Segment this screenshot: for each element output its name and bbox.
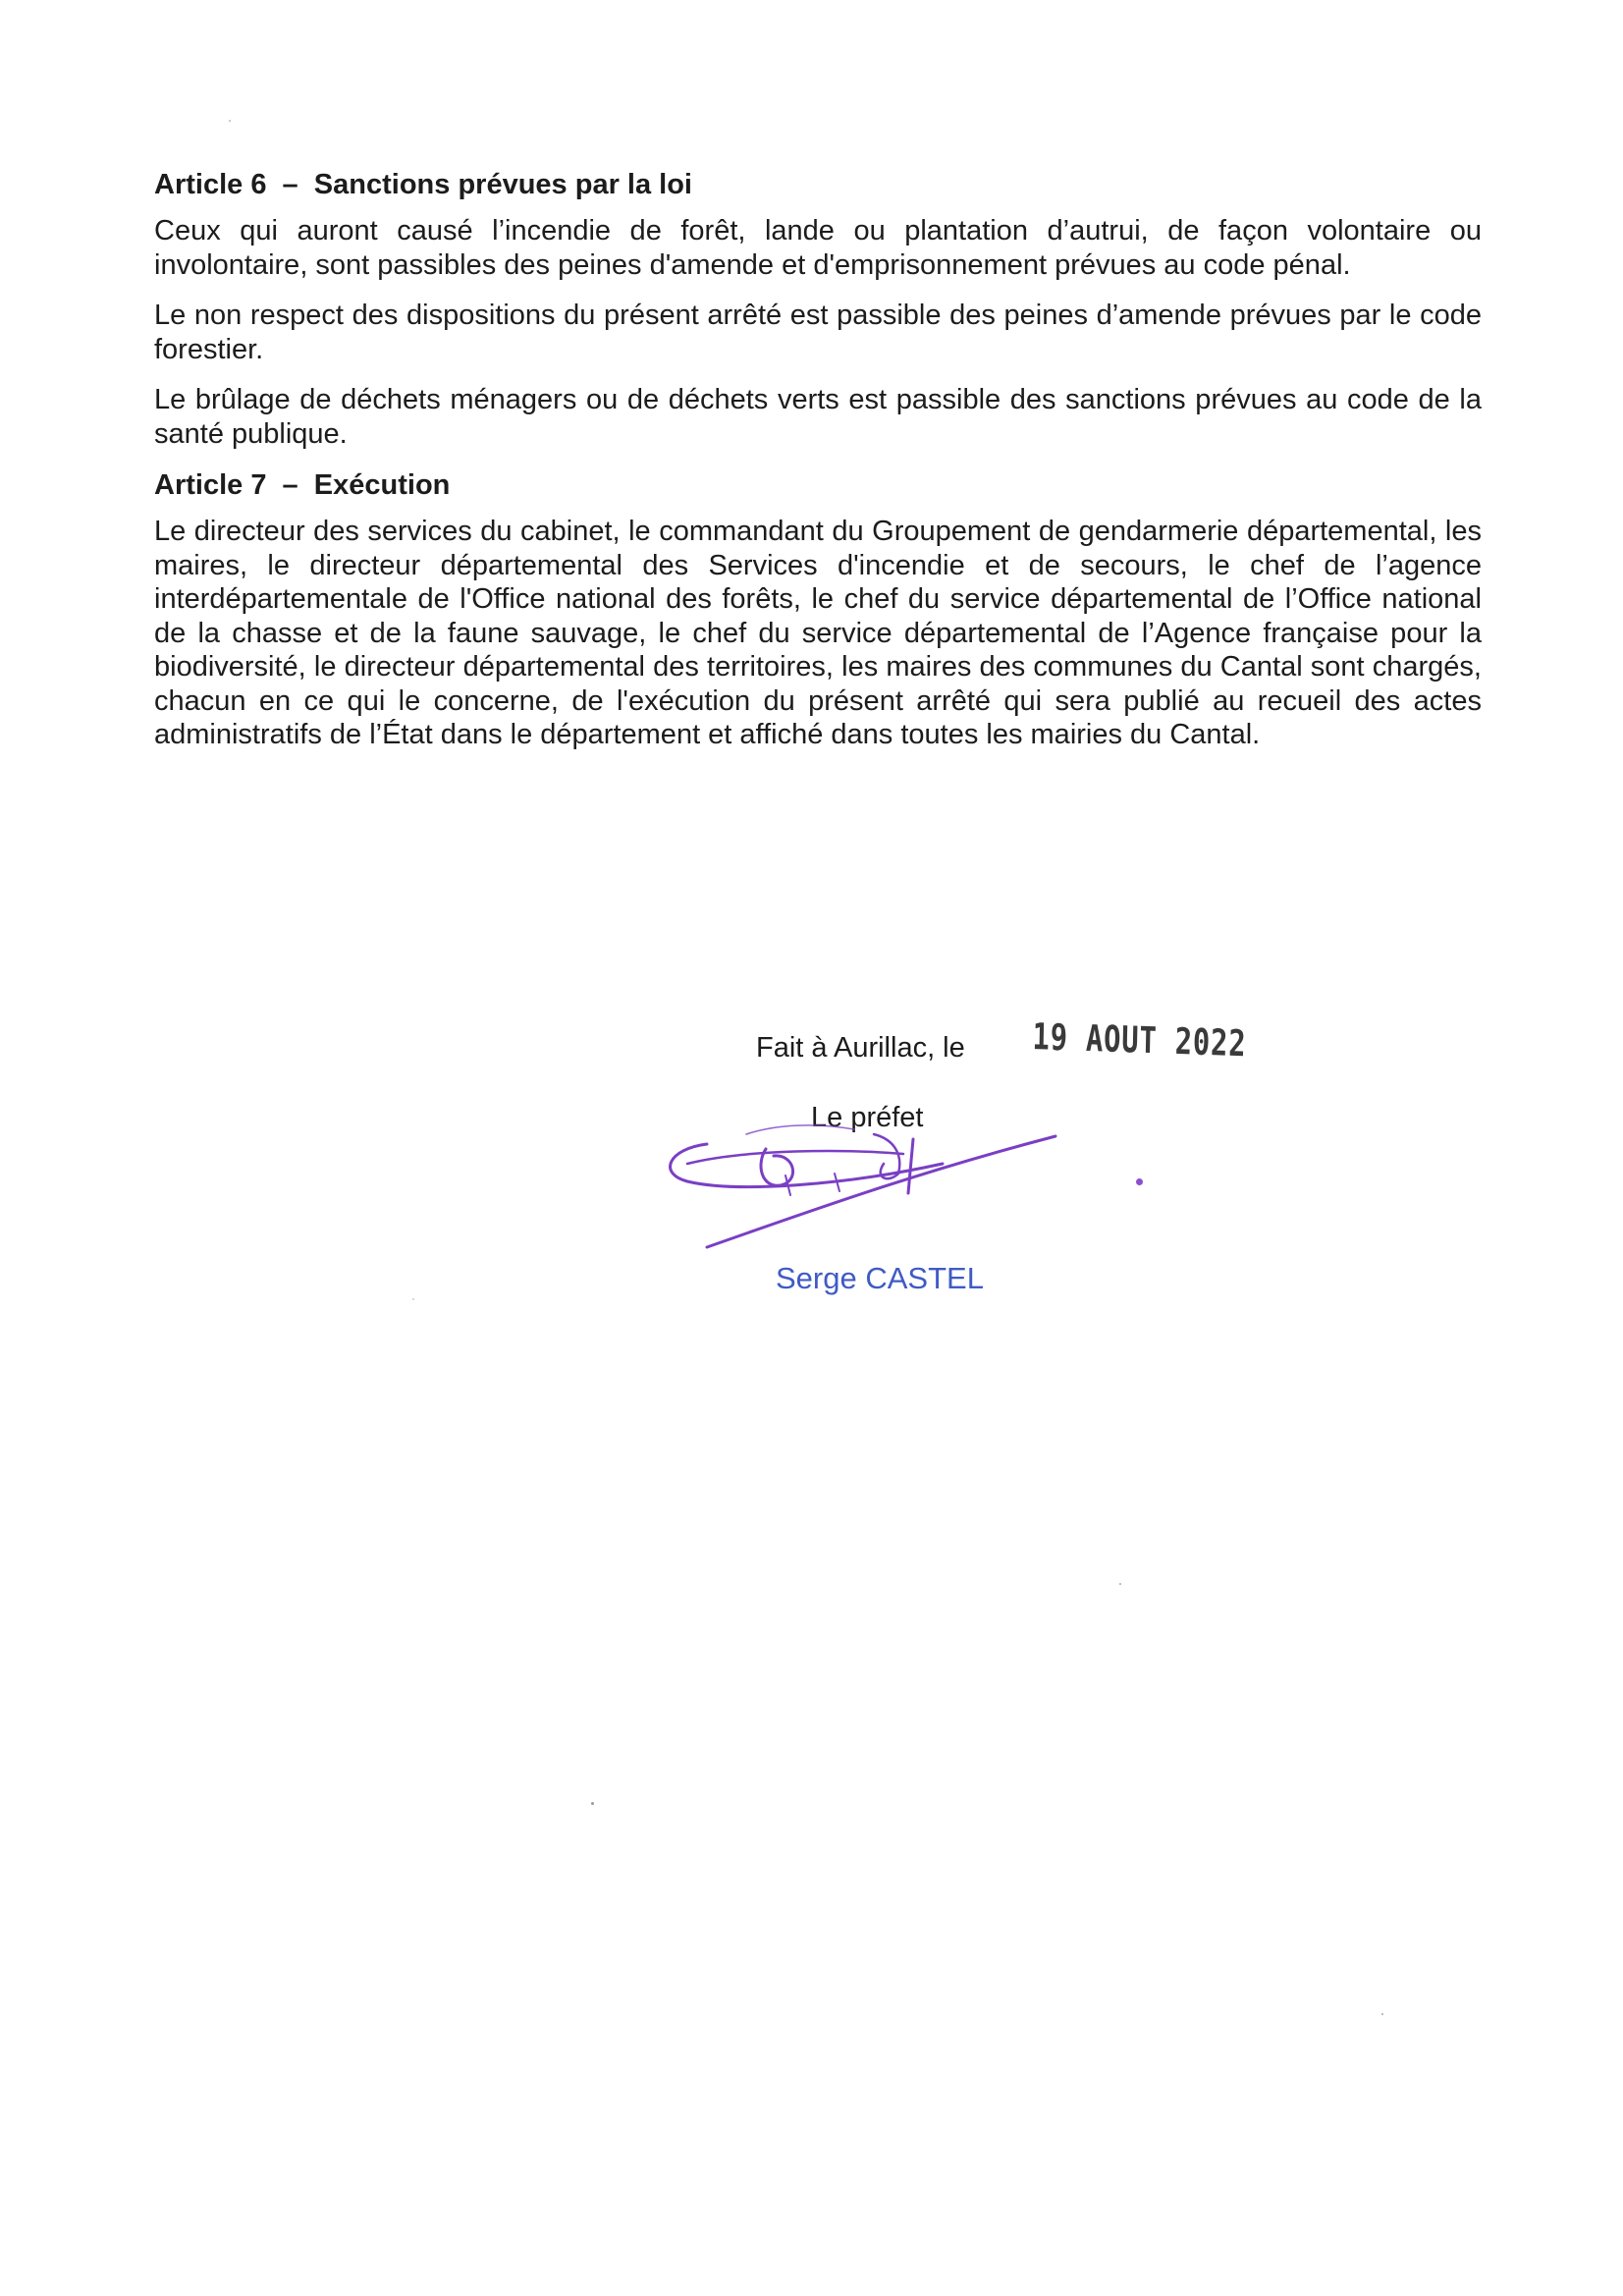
article-6-paragraph-2: Le non respect des dispositions du présent arrêté est passible des peines d’amende prévues par le code forestier. (154, 300, 1482, 365)
signer-name-stamp: Serge CASTEL (776, 1261, 984, 1295)
scan-speck (1136, 1178, 1143, 1185)
scan-speck (1119, 1583, 1121, 1585)
date-stamp: 19 AOUT 2022 (1032, 1015, 1247, 1066)
scan-speck (412, 1298, 414, 1300)
handwritten-signature (648, 1095, 1080, 1262)
article-6-paragraph-3: Le brûlage de déchets ménagers ou de déchets verts est passible des sanctions prévues au code de la santé publique. (154, 384, 1482, 450)
article-7-paragraph-1: Le directeur des services du cabinet, le commandant du Groupement de gendarmerie départemental, les maires, le directeur départemental des Services d'incendie et de secours, le chef de l’agence interdépartementale de l'Office national des forêts, le chef du service départemental de l’Office national de la chasse et de la faune sauvage, le chef du service départemental de l’Agence française pour la biodiversité, le directeur départemental des territoires, les maires des communes du Cantal sont chargés, chacun en ce qui le concerne, de l'exécution du présent arrêté qui sera publié au recueil des actes administratifs de l’État dans le département et affiché dans toutes les mairies du Cantal. (154, 516, 1482, 750)
scan-speck (591, 1802, 594, 1805)
article-7-heading: Article 7 – Exécution (154, 469, 451, 501)
article-6-paragraph-1: Ceux qui auront causé l’incendie de forêt, lande ou plantation d’autrui, de façon volontaire ou involontaire, sont passibles des peines d'amende et d'emprisonnement prévues au code pénal. (154, 215, 1482, 281)
scan-speck (229, 120, 231, 122)
scan-speck (1381, 2013, 1383, 2015)
article-6-heading: Article 6 – Sanctions prévues par la loi (154, 169, 692, 200)
signatory-title: Le préfet (811, 1102, 924, 1133)
place-line: Fait à Aurillac, le (756, 1032, 965, 1064)
document-body (154, 167, 1482, 768)
